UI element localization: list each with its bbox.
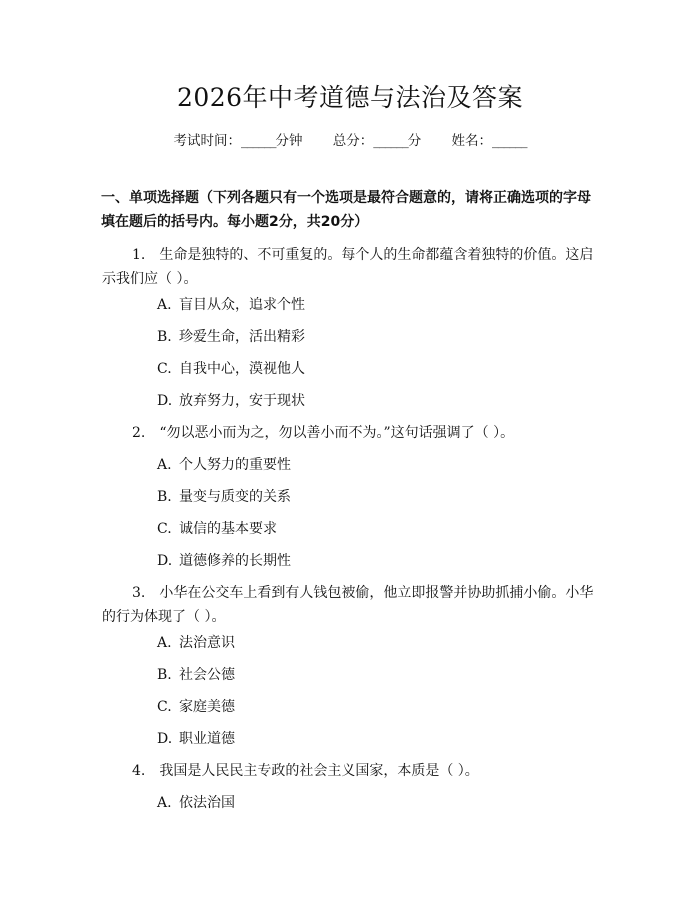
question-1-option-d	[157, 390, 305, 412]
question-text: 我国是人民民主专政的社会主义国家，本质是（ ）。	[159, 763, 479, 779]
option-text: 社会公德	[179, 667, 235, 683]
question-text: “勿以恶小而为之，勿以善小而不为。”这句话强调了（ ）。	[159, 425, 515, 441]
section-heading: 一、单项选择题（下列各题只有一个选项是最符合题意的，请将正确选项的字母填在题后的括号内。每小题2分，共20分）	[101, 190, 591, 230]
question-text: 生命是独特的、不可重复的。每个人的生命都蕴含着独特的价值。这启示我们应（ ）。	[102, 247, 594, 287]
total-score-field	[333, 133, 422, 149]
option-text: 放弃努力，安于现状	[179, 393, 305, 409]
option-letter: D.	[157, 553, 173, 569]
option-text: 盲目从众，追求个性	[179, 297, 305, 313]
question-2-option-b	[157, 486, 291, 508]
page-title: 2026年中考道德与法治及答案	[176, 83, 524, 112]
question-2-option-a	[157, 454, 291, 476]
student-name-label: 姓名：	[451, 133, 493, 149]
option-text: 个人努力的重要性	[179, 457, 291, 473]
question-3-option-c	[157, 696, 235, 718]
question-1-option-c	[157, 358, 305, 380]
question-2-option-c	[157, 518, 277, 540]
question-1-option-a	[157, 294, 305, 316]
option-letter: D.	[157, 731, 173, 747]
option-text: 诚信的基本要求	[179, 521, 277, 537]
student-name-blank: ______	[492, 133, 527, 149]
option-letter: B.	[157, 667, 172, 683]
question-3-option-b	[157, 664, 235, 686]
question-4-option-a	[157, 792, 235, 814]
question-4	[102, 759, 602, 783]
exam-meta-line	[0, 130, 700, 152]
option-text: 量变与质变的关系	[179, 489, 291, 505]
question-3-option-d	[157, 728, 235, 750]
option-text: 珍爱生命，活出精彩	[179, 329, 305, 345]
option-letter: B.	[157, 489, 172, 505]
option-letter: C.	[157, 521, 172, 537]
option-letter: A.	[157, 457, 172, 473]
question-2	[102, 421, 602, 445]
option-letter: A.	[157, 795, 172, 811]
option-text: 道德修养的长期性	[179, 553, 291, 569]
option-text: 家庭美德	[179, 699, 235, 715]
question-number: 4.	[132, 763, 146, 779]
total-score-unit: 分	[407, 133, 422, 149]
option-text: 自我中心，漠视他人	[179, 361, 305, 377]
option-letter: D.	[157, 393, 173, 409]
option-letter: A.	[157, 635, 172, 651]
exam-time-field	[173, 133, 302, 149]
question-text: 小华在公交车上看到有人钱包被偷，他立即报警并协助抓捕小偷。小华的行为体现了（ ）。	[102, 585, 594, 625]
option-letter: C.	[157, 699, 172, 715]
question-1	[102, 243, 602, 291]
question-3-option-a	[157, 632, 235, 654]
exam-time-unit: 分钟	[275, 133, 303, 149]
exam-time-label: 考试时间：	[173, 133, 241, 149]
student-name-field	[452, 133, 527, 149]
total-score-label: 总分：	[332, 133, 374, 149]
question-3	[102, 581, 602, 629]
option-letter: B.	[157, 329, 172, 345]
option-text: 依法治国	[179, 795, 235, 811]
question-1-option-b	[157, 326, 305, 348]
question-2-option-d	[157, 550, 291, 572]
option-letter: C.	[157, 361, 172, 377]
option-text: 职业道德	[179, 731, 235, 747]
question-number: 2.	[132, 425, 146, 441]
option-text: 法治意识	[179, 635, 235, 651]
option-letter: A.	[157, 297, 172, 313]
question-number: 3.	[132, 585, 146, 601]
exam-time-blank: ______	[240, 133, 276, 149]
question-number: 1.	[132, 247, 146, 263]
total-score-blank: ______	[373, 133, 408, 149]
